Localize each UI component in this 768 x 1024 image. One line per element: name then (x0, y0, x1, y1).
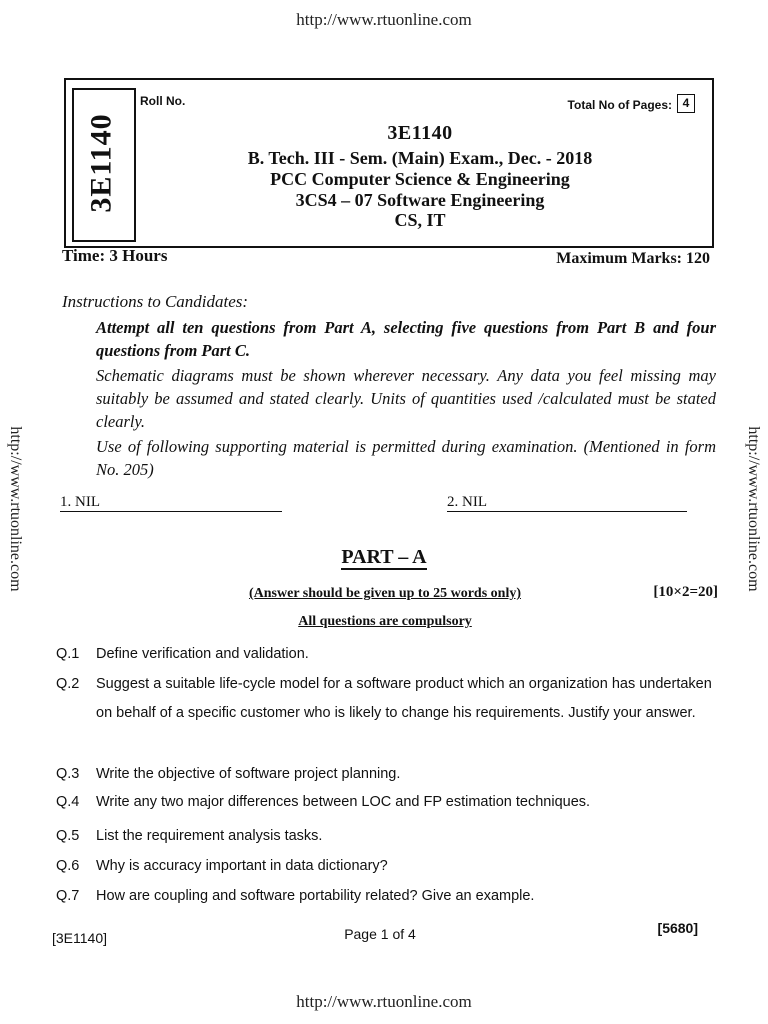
material-1: 1. NIL (60, 494, 282, 512)
part-a-marks: [10×2=20] (653, 584, 718, 600)
question-number: Q.6 (56, 858, 80, 874)
course-line: PCC Computer Science & Engineering (270, 169, 570, 189)
question-4 (56, 788, 726, 817)
watermark-url-top: http://www.rtuonline.com (296, 10, 472, 29)
material-2: 2. NIL (447, 494, 687, 512)
question-number: Q.5 (56, 828, 80, 844)
question-text: Write the objective of software project planning. (96, 766, 401, 782)
instructions-title: Instructions to Candidates: (62, 292, 249, 311)
paper-code-vertical: 3E1140 (85, 113, 119, 213)
instruction-item: Use of following supporting material is permitted during examination. (Mentioned in form No. 205) (96, 437, 716, 479)
watermark-url-left: http://www.rtuonline.com (7, 426, 24, 592)
question-text: Write any two major differences between LOC and FP estimation techniques. (96, 794, 591, 810)
part-a-compulsory: All questions are compulsory (298, 614, 472, 629)
question-text: Suggest a suitable life-cycle model for a software product which an organization has undertaken on behalf of a specific customer who is likely to change his requirements. Justify your answer. (96, 676, 712, 721)
question-7 (56, 882, 726, 911)
question-3 (56, 760, 726, 789)
part-a-title: PART – A (341, 546, 427, 568)
question-2 (56, 670, 726, 728)
question-number: Q.4 (56, 794, 80, 810)
branch-line: CS, IT (394, 210, 446, 230)
exam-line: B. Tech. III - Sem. (Main) Exam., Dec. - 2018 (247, 148, 593, 168)
roll-no-label: Roll No. (140, 94, 186, 108)
question-text: Why is accuracy important in data dictionary? (96, 858, 388, 874)
paper-code: 3E1140 (387, 122, 453, 144)
instruction-item: Attempt all ten questions from Part A, selecting five questions from Part B and four questions from Part C. (96, 318, 716, 360)
question-number: Q.2 (56, 676, 80, 692)
question-5 (56, 822, 726, 851)
question-number: Q.3 (56, 766, 80, 782)
question-number: Q.1 (56, 646, 80, 662)
instruction-item: Schematic diagrams must be shown wherever necessary. Any data you feel missing may suitably be assumed and stated clearly. Units of quantities used /calculated must be stated clearly. (96, 366, 716, 431)
question-text: Define verification and validation. (96, 646, 309, 662)
footer-serial-number: [5680] (657, 920, 698, 936)
watermark-url-bottom: http://www.rtuonline.com (296, 992, 472, 1011)
total-pages-value: 4 (677, 94, 695, 113)
total-pages-label: Total No of Pages: (567, 98, 672, 112)
part-a-note: (Answer should be given up to 25 words only) (248, 586, 521, 601)
watermark-url-right: http://www.rtuonline.com (745, 426, 762, 592)
question-number: Q.7 (56, 888, 80, 904)
question-6 (56, 852, 726, 881)
subject-line: 3CS4 – 07 Software Engineering (295, 190, 545, 210)
question-1 (56, 640, 726, 669)
question-text: How are coupling and software portability related? Give an example. (96, 888, 535, 904)
question-text: List the requirement analysis tasks. (96, 828, 323, 844)
max-marks: Maximum Marks: 120 (556, 250, 710, 267)
exam-time: Time: 3 Hours (62, 246, 168, 265)
footer-paper-code: [3E1140] (52, 930, 108, 946)
footer-page-number: Page 1 of 4 (344, 926, 416, 942)
